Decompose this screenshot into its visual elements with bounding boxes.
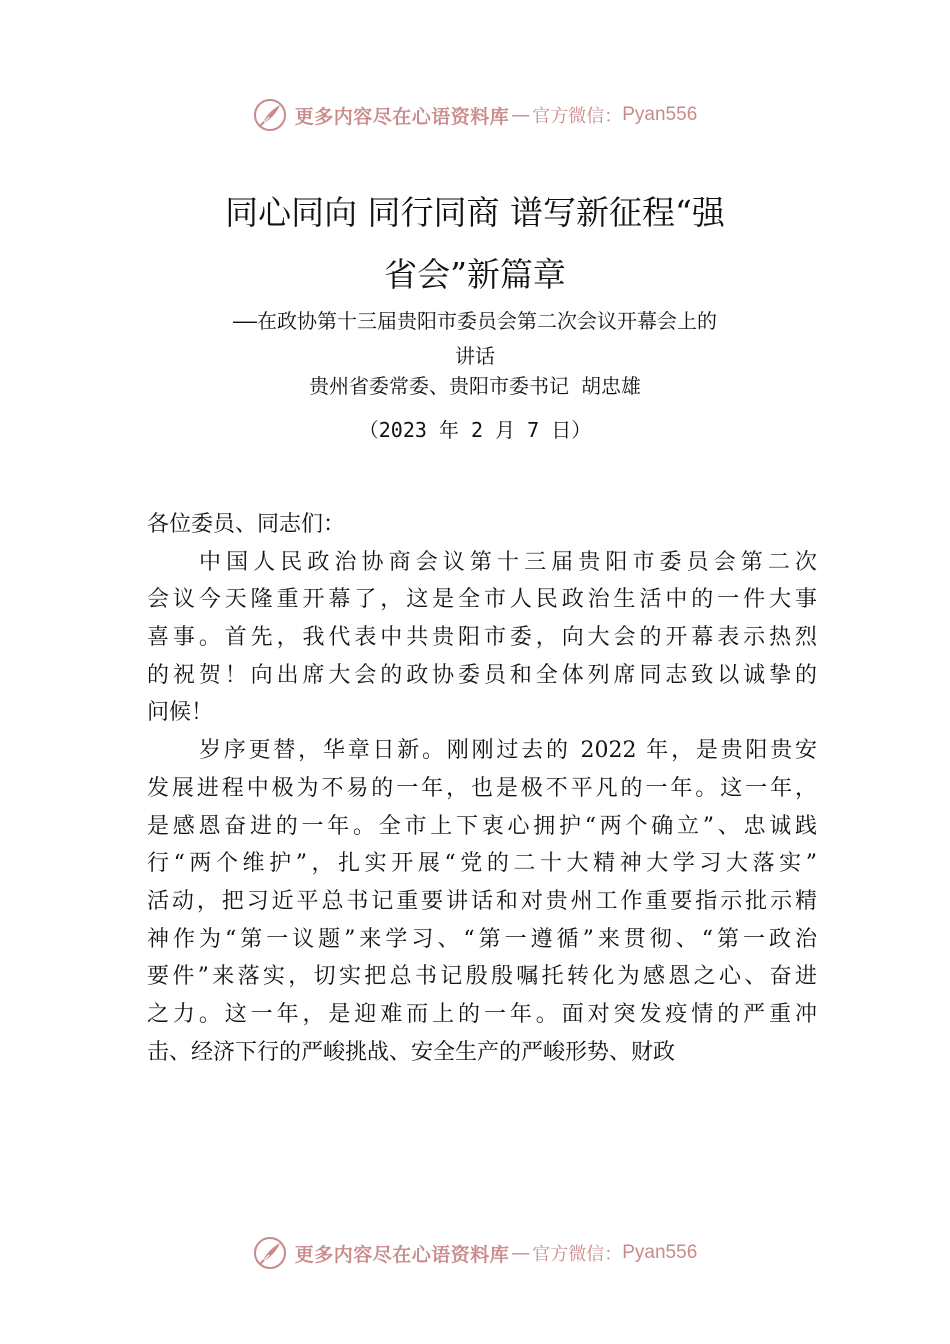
quill-pen-logo-icon (253, 98, 287, 132)
watermark-text: 更多内容尽在心语资料库 (294, 1243, 510, 1266)
paragraph-2-line: 行“两个维护”，扎实开展“党的二十大精神大学习大落实” (147, 851, 817, 877)
document-author: 贵州省委常委、贵阳市委书记 胡忠雄 (308, 374, 642, 398)
paragraph-1-line: 问候！ (147, 700, 214, 726)
document-subtitle-line-1: ——在政协第十三届贵阳市委员会第二次会议开幕会上的 (232, 309, 718, 333)
document-title-line-1: 同心同向 同行同商 谱写新征程“强 (225, 193, 725, 232)
paragraph-2-line: 活动，把习近平总书记重要讲话和对贵州工作重要指示批示精 (147, 888, 817, 914)
document-body (147, 506, 817, 1071)
watermark-dash: — (511, 1242, 531, 1264)
paragraph-2-line: 击、经济下行的严峻挑战、安全生产的严峻形势、财政 (147, 1039, 676, 1065)
paragraph-1-line: 中国人民政治协商会议第十三届贵阳市委员会第二次 (199, 549, 817, 575)
footer-watermark (0, 1233, 950, 1273)
watermark-wechat-label: 官方微信： (532, 1244, 623, 1265)
header-watermark (0, 95, 950, 135)
document-title-line-2: 省会”新篇章 (384, 255, 566, 294)
watermark-wechat-label: 官方微信： (532, 106, 623, 127)
watermark-dash: — (511, 104, 531, 126)
paragraph-1-line: 会议今天隆重开幕了，这是全市人民政治生活中的一件大事 (147, 587, 817, 613)
watermark-text: 更多内容尽在心语资料库 (294, 105, 510, 128)
paragraph-2-line: 要件”来落实，切实把总书记殷殷嘱托转化为感恩之心、奋进 (147, 964, 817, 990)
watermark-wechat-id: Pyan556 (622, 1242, 698, 1263)
paragraph-1-line: 的祝贺！向出席大会的政协委员和全体列席同志致以诚挚的 (147, 662, 817, 688)
paragraph-2-line: 是感恩奋进的一年。全市上下衷心拥护“两个确立”、忠诚践 (147, 813, 817, 839)
quill-pen-logo-icon (253, 1236, 287, 1270)
paragraph-1-line: 喜事。首先，我代表中共贵阳市委，向大会的开幕表示热烈 (147, 625, 817, 651)
paragraph-2-line: 岁序更替，华章日新。刚刚过去的 2022 年，是贵阳贵安 (199, 738, 817, 764)
watermark-wechat-id: Pyan556 (622, 104, 698, 125)
document-subtitle-line-2: 讲话 (455, 344, 495, 368)
salutation: 各位委员、同志们： (147, 512, 346, 537)
paragraph-2-line: 之力。这一年，是迎难而上的一年。面对突发疫情的严重冲 (147, 1001, 817, 1027)
paragraph-2-line: 神作为“第一议题”来学习、“第一遵循”来贯彻、“第一政治 (147, 926, 817, 952)
document-date: （2023 年 2 月 7 日） (358, 418, 592, 442)
paragraph-2-line: 发展进程中极为不易的一年，也是极不平凡的一年。这一年， (147, 775, 817, 801)
